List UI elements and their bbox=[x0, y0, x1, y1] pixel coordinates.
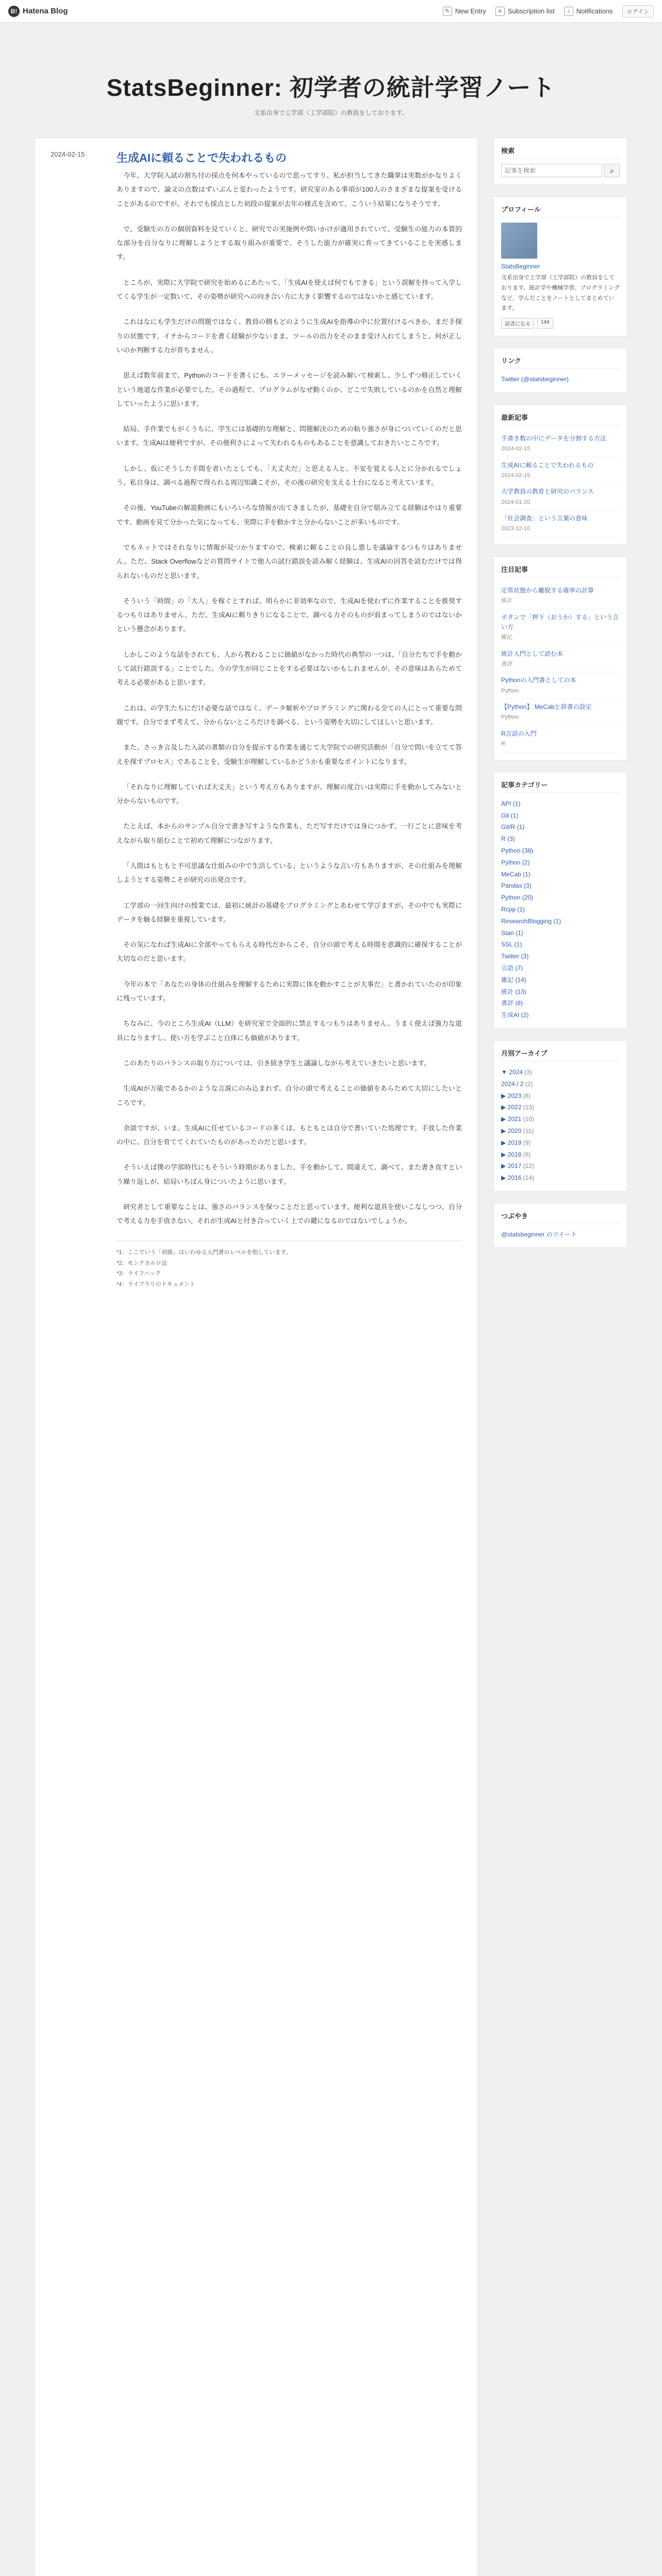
footnotes bbox=[117, 1241, 462, 1291]
popular-item[interactable] bbox=[501, 699, 620, 726]
notifications-link[interactable] bbox=[564, 7, 613, 16]
new-entry-label: New Entry bbox=[455, 7, 486, 15]
avatar[interactable] bbox=[501, 223, 537, 259]
category-link[interactable]: API (1) bbox=[501, 800, 521, 807]
subscription-link[interactable] bbox=[495, 7, 555, 16]
entry-paragraph: 「それなりに理解していれば大丈夫」という考え方もありますが、理解の度合いは実際に手を動かしてみないと分からないものです。 bbox=[117, 783, 462, 805]
notifications-label: Notifications bbox=[576, 7, 613, 15]
search-module bbox=[493, 138, 627, 185]
recent-item[interactable] bbox=[501, 484, 620, 511]
recent-item[interactable] bbox=[501, 511, 620, 537]
popular-item-title[interactable]: 統計入門として読む本 bbox=[501, 650, 564, 657]
entry-paragraph: 「人間はもともと不可思議な仕組みの中で生活している」というような言い方もありますが、その仕組みを理解しようとする姿勢こそが研究の出発点です。 bbox=[117, 861, 462, 884]
new-entry-link[interactable] bbox=[443, 7, 486, 16]
popular-item-sub: 書評 bbox=[501, 660, 512, 667]
popular-item-title[interactable]: Pythonの入門書としての本 bbox=[501, 676, 576, 684]
category-link[interactable]: Python (2) bbox=[501, 858, 530, 866]
category-link[interactable]: 言語 (7) bbox=[501, 964, 523, 972]
recent-module bbox=[493, 404, 627, 545]
recent-item-title[interactable]: 生成AIに頼ることで失われるもの bbox=[501, 461, 594, 469]
category-link[interactable]: Python (38) bbox=[501, 846, 534, 854]
entry-paragraph: そういえば僕の学部時代にもそういう時期がありました。手を動かして、間違えて、調べて、また書き直すという繰り返しが、結局いちばん身についたように思います。 bbox=[117, 1163, 462, 1185]
footnote-item: *1：ここでいう「初級」はいわゆる入門書のレベルを指しています。 bbox=[117, 1249, 292, 1256]
entry-paragraph: 生成AIが万能であるかのような言説にのみ込まれず、自分の頭で考えることの価値をあらためて大切にしたいところです。 bbox=[117, 1084, 462, 1107]
entry-paragraph: その気になれば生成AIに全部やってもらえる時代だからこそ、自分の頭で考える時間を意識的に確保することが大切なのだと思います。 bbox=[117, 941, 462, 963]
entry-date[interactable]: 2024-02-15 bbox=[51, 150, 85, 158]
archive-label[interactable]: ▶ 2020 bbox=[501, 1127, 522, 1134]
archive-link[interactable] bbox=[501, 1149, 620, 1161]
archive-count: (10) bbox=[523, 1115, 534, 1123]
popular-item[interactable] bbox=[501, 583, 620, 609]
recent-item-sub: 2024-02-15 bbox=[501, 472, 531, 479]
archive-label[interactable]: ▶ 2017 bbox=[501, 1162, 522, 1170]
recent-item-sub: 2024-02-15 bbox=[501, 445, 531, 452]
category-link[interactable]: ResearchBlogging (1) bbox=[501, 917, 561, 925]
list-icon: ≡ bbox=[495, 7, 505, 16]
category-link[interactable]: MeCab (1) bbox=[501, 870, 531, 878]
main-column bbox=[35, 138, 478, 2576]
search-input[interactable] bbox=[501, 164, 602, 177]
popular-item[interactable] bbox=[501, 646, 620, 673]
entry-paragraph: このあたりのバランスの取り方については、引き続き学生と議論しながら考えていきたいと思います。 bbox=[123, 1059, 431, 1067]
category-link[interactable]: Twitter (3) bbox=[501, 953, 529, 960]
archive-link[interactable] bbox=[501, 1137, 620, 1149]
category-link[interactable]: 統計 (13) bbox=[501, 988, 526, 995]
archive-label[interactable]: 2024 / 2 bbox=[501, 1080, 524, 1088]
popular-module bbox=[493, 556, 627, 760]
category-link[interactable]: Rcpp (1) bbox=[501, 905, 525, 913]
entry-paragraph: これは、の学生たちにだけ必要な話ではなく、データ解析やプログラミングに関わる全ての人にとって重要な問題です。自分でまず考えて、分からないところだけを調べる、という姿勢を大切にしてほしいと思います。 bbox=[117, 704, 462, 726]
archive-module bbox=[493, 1040, 627, 1192]
popular-item-title[interactable]: ボタンで「押下（おうか）する」という言い方 bbox=[501, 613, 619, 631]
archive-label[interactable]: ▶ 2023 bbox=[501, 1092, 522, 1099]
archive-count: (11) bbox=[523, 1127, 534, 1134]
popular-item-sub: R bbox=[501, 741, 505, 748]
archive-count: (2) bbox=[525, 1080, 533, 1088]
entry-paragraph: 余談ですが、いま、生成AIに任せているコードの多くは、もともとは自分で書いていた処理です。手放した作業の中に、自分を育ててくれていたものがあったのだと思います。 bbox=[117, 1124, 462, 1146]
profile-text: 文系出身で工学部（工学部院）の教員をしております。統計学や機械学習、プログラミングなど、学んだことをノートとしてまとめています。 bbox=[501, 275, 620, 312]
popular-title: 注目記事 bbox=[501, 564, 620, 578]
category-link[interactable]: SSL (1) bbox=[501, 941, 522, 948]
popular-item[interactable] bbox=[501, 609, 620, 646]
footnote-item: *3：ライフハック bbox=[117, 1270, 161, 1277]
entry-paragraph: 今年の本で「あなたの身体の仕組みを理解するために実際に体を動かすことが大事だ」と書かれていたのが印象に残っています。 bbox=[117, 980, 462, 1003]
blog-header bbox=[0, 23, 662, 138]
archive-link[interactable] bbox=[501, 1160, 620, 1172]
archive-label[interactable]: ▶ 2021 bbox=[501, 1115, 522, 1123]
entry-paragraph: その後、YouTubeの解説動画にもいろいろな情報が出てきましたが、基礎を自分で組み立てる経験はやはり重要です。動画を見て分かった気になっても、実際に手を動かすと分からないことが多いものです。 bbox=[117, 504, 462, 526]
archive-count: (9) bbox=[523, 1139, 531, 1146]
archive-link[interactable] bbox=[501, 1066, 620, 1078]
links-module bbox=[493, 348, 627, 393]
archive-link[interactable] bbox=[501, 1101, 620, 1113]
pencil-icon: ✎ bbox=[443, 7, 452, 16]
archive-label[interactable]: ▶ 2019 bbox=[501, 1139, 522, 1146]
brand-label: Hatena Blog bbox=[23, 7, 68, 15]
popular-item-title[interactable]: R言語の入門 bbox=[501, 730, 537, 737]
twitter-timeline-link[interactable]: @statsbeginner のツイート bbox=[501, 1230, 577, 1238]
entry-paragraph: しかしこのような話をされても、人から教わることに価値がなかった時代の典型の一つは、「自分たちで手を動かして試行錯誤する」ことでした。今の学生が同じことをする必要はないかもしれませんが、その意味はあらためて考える必要があると思います。 bbox=[117, 650, 462, 687]
blog-title[interactable]: StatsBeginner: 初学者の統計学習ノート bbox=[106, 74, 556, 101]
category-module bbox=[493, 772, 627, 1029]
recent-item[interactable] bbox=[501, 457, 620, 484]
category-link[interactable]: 雑記 (14) bbox=[501, 976, 526, 984]
entry-paragraph: たとえば、本からのサンプル自分で書き写すような作業も、ただ写すだけでは身につかず、一行ごとに意味を考えながら取り組むことで初めて理解につながります。 bbox=[117, 822, 462, 844]
archive-count: (12) bbox=[523, 1162, 534, 1170]
popular-item-title[interactable]: 定常状態から離脱する確率の計算 bbox=[501, 586, 594, 594]
archive-count: (13) bbox=[523, 1104, 534, 1111]
archive-link[interactable] bbox=[501, 1078, 620, 1090]
archive-count: (8) bbox=[523, 1092, 531, 1099]
follow-button[interactable]: 読者になる bbox=[501, 318, 534, 329]
entry-article bbox=[35, 138, 478, 2576]
entry-paragraph: ちなみに、今のところ生成AI（LLM）を研究室で全面的に禁止するつもりはありません。うまく使えば強力な道具になりますし、使い方を学ぶこと自体にも価値があります。 bbox=[117, 1020, 462, 1042]
entry-paragraph: また、さっき言及した入試の書類の自分を提示する作業を通じて大学院での研究活動が「自分で問いを立てて答えを探すプロセス」であることを、受験生が理解しているかどうかも重要なポイントになります。 bbox=[117, 743, 462, 766]
entry-content bbox=[117, 168, 462, 1228]
archive-link[interactable] bbox=[501, 1113, 620, 1125]
recent-item-sub: 2023-12-10 bbox=[501, 526, 531, 532]
counter-module bbox=[493, 1203, 627, 1248]
recent-item-title[interactable]: 大学教員の教育と研究のバランス bbox=[501, 488, 594, 496]
popular-item[interactable] bbox=[501, 672, 620, 699]
archive-link[interactable] bbox=[501, 1172, 620, 1184]
login-button[interactable]: ログイン bbox=[622, 5, 654, 18]
popular-item-title[interactable]: 【Python】 MeCabと辞書の設定 bbox=[501, 703, 592, 711]
recent-title: 最新記事 bbox=[501, 412, 620, 426]
entry-paragraph: そういう「時間」の「大人」を稼ぐとすれば、明らかに非効率なので、生成AIを使わずに作業することを推奨するつもりはありません。ただ、生成AIに頼りきりになることで、調べる力そのものが弱まってしまうのではないかという懸念があります。 bbox=[117, 597, 462, 633]
entry-paragraph: 工学部の一回生向けの授業では、最初に統計の基礎をプログラミングとあわせて学びますが、その中でも実際にデータを触る経験を重視しています。 bbox=[117, 901, 462, 923]
popular-item-sub: Python bbox=[501, 714, 519, 721]
entry-paragraph: で、受験生の方の個別資料を見ていくと、研究での実施例や問いかけが適用されていて、受験生の能力の本質的な部分を自分なりに理解しようとする取り組みが重要で、そうした能力が確実に育ってきていることを実感します。 bbox=[117, 225, 462, 261]
profile-title: プロフィール bbox=[501, 204, 620, 217]
entry-paragraph: ところが、実際に大学院で研究を始めるにあたって、「生成AIを使えば何でもできる」という誤解を持って入学してくる学生が一定数いて、その姿勢が研究への向き合い方に大きく影響するのではないかと感じています。 bbox=[117, 278, 462, 301]
search-title: 検索 bbox=[501, 145, 620, 159]
sidebar bbox=[493, 138, 627, 2576]
archive-label[interactable]: ▼ 2024 bbox=[501, 1068, 523, 1076]
footnote-item: *4：ライブラリのドキュメント bbox=[117, 1281, 195, 1288]
entry-paragraph: でもネットではそれなりに情報が見つかりますので、検索に頼ることの良し悪しを議論するつもりはありません。ただ、Stack Overflowなどの質問サイトで他人の試行錯誤を読み解く経験は、生成AIの回答を読むだけでは得られないものだと思います。 bbox=[117, 543, 462, 580]
hatena-logo-icon: B! bbox=[8, 6, 20, 17]
subscription-label: Subscription list bbox=[507, 7, 555, 15]
entry-paragraph: 思えば数年前まで、Pythonのコードを書くにも、エラーメッセージを読み解いて検索し、少しずつ修正していくという地道な作業が必要でした。その過程で、プログラムがなぜ動くのか、どこで失敗しているのかを自然と理解していったように思います。 bbox=[117, 371, 462, 408]
global-header bbox=[0, 0, 662, 23]
entry-paragraph: しかし、仮にそうした手間を省いたとしても、「大丈夫だ」と思える人と、不安を覚える人とに分かれるでしょう。私自身は、調べる過程で得られる周辺知識こそが、その後の研究を支える土台になると考えています。 bbox=[117, 464, 462, 487]
popular-item-sub: 統計 bbox=[501, 598, 512, 604]
blog-description: 文系出身で工学部（工学部院）の教員をしております。 bbox=[254, 109, 408, 116]
archive-title: 月別アーカイブ bbox=[501, 1048, 620, 1061]
archive-count: (14) bbox=[523, 1174, 534, 1182]
footnote-item: *2：モンテカルロ法 bbox=[117, 1260, 168, 1266]
recent-item-sub: 2024-01-20 bbox=[501, 499, 531, 505]
entry-paragraph: 今年、大学院入試の割ち付の採点を何本やっているので思ってすり、私が担当してきた職掌は実数がかなりよくありますので、論文の点数はずいぶんと変わったようです。研究室のある事項が100人のさまざまな提案を受けることがあるのですが、それでも採点とした初段の提案が去年の様式を含めて、こういう結果になりそうです。 bbox=[117, 172, 462, 208]
archive-link[interactable] bbox=[501, 1090, 620, 1102]
bell-icon: ♪ bbox=[564, 7, 573, 16]
category-link[interactable]: Stan (1) bbox=[501, 929, 523, 937]
archive-count: (6) bbox=[523, 1150, 531, 1158]
archive-link[interactable] bbox=[501, 1125, 620, 1137]
category-link[interactable]: Python (20) bbox=[501, 894, 534, 902]
category-title: 記事カテゴリー bbox=[501, 779, 620, 793]
category-link[interactable]: 書評 (8) bbox=[501, 999, 523, 1007]
archive-label[interactable]: ▶ 2016 bbox=[501, 1174, 522, 1182]
category-link[interactable]: Pandas (3) bbox=[501, 882, 532, 890]
entry-title[interactable]: 生成AIに頼ることで失われるもの bbox=[117, 151, 287, 164]
category-link[interactable]: 生成AI (2) bbox=[501, 1011, 529, 1019]
popular-item[interactable] bbox=[501, 726, 620, 753]
category-link[interactable]: Git/R (1) bbox=[501, 823, 525, 831]
search-button[interactable] bbox=[604, 164, 620, 177]
profile-name[interactable]: StatsBeginner bbox=[501, 263, 540, 270]
sidebar-link[interactable]: Twitter (@statsbeginner) bbox=[501, 376, 569, 383]
archive-label[interactable]: ▶ 2018 bbox=[501, 1150, 522, 1158]
hatena-blog-brand[interactable] bbox=[8, 6, 68, 17]
archive-label[interactable]: ▶ 2022 bbox=[501, 1104, 522, 1111]
reader-count: 144 bbox=[537, 318, 553, 329]
search-icon: ⌕ bbox=[610, 166, 614, 175]
recent-item-title[interactable]: 「社会調査」という言葉の意味 bbox=[501, 515, 588, 522]
popular-item-sub: 雑記 bbox=[501, 634, 512, 641]
category-link[interactable]: R (3) bbox=[501, 835, 515, 843]
entry-paragraph: 研究者として重要なことは、強さのバランスを保つことだと思っています。便利な道具を使いこなしつつ、自分で考える力を手放さない。それが生成AIと付き合っていく上での鍵になるのではないでしょうか。 bbox=[117, 1203, 462, 1225]
links-title: リンク bbox=[501, 355, 620, 369]
recent-item[interactable] bbox=[501, 431, 620, 457]
profile-module bbox=[493, 196, 627, 336]
archive-count: (3) bbox=[524, 1068, 532, 1076]
counter-title: つぶやき bbox=[501, 1211, 620, 1224]
entry-paragraph: これはなにも学生だけの問題ではなく、教員の側もどのように生成AIを指導の中に位置付けるべきか、まだ手探りの状態です。イチからコードを書く経験が少ないまま、ツールの出力をそのまま受け入れてしまうと、何が正しいのか判断する力が育ちません。 bbox=[117, 318, 462, 354]
popular-item-sub: Python bbox=[501, 687, 519, 694]
recent-item-title[interactable]: 手書き数の中にデータを分割する方法 bbox=[501, 434, 607, 442]
category-link[interactable]: Git (1) bbox=[501, 811, 519, 819]
entry-paragraph: 結局、手作業でもがくうちに、学生には基礎的な理解と、問題解決のための粘り強さが身についていくのだと思います。生成AIは便利ですが、その便利さによって失われるものもあることを意識しておきたいところです。 bbox=[117, 425, 462, 447]
